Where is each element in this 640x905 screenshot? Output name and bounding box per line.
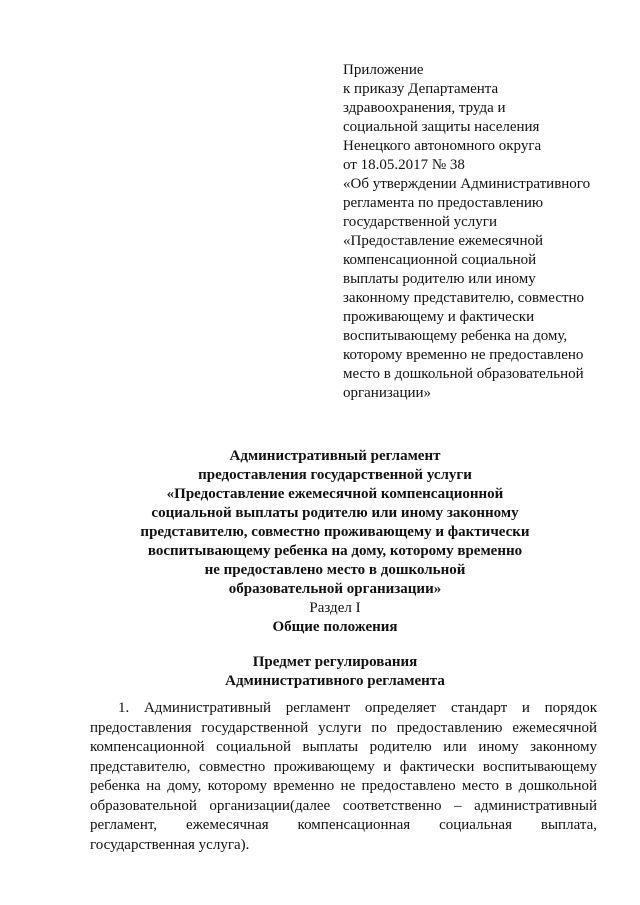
appendix-line: законному представителю, совместно [343,290,585,306]
title-line: представителю, совместно проживающему и фактически [140,524,530,540]
appendix-line: Приложение [343,62,424,78]
section-number: Раздел I [309,600,361,616]
appendix-line: компенсационной социальной [343,252,537,268]
appendix-line: воспитывающему ребенка на дому, [343,328,568,344]
paragraph-line: компенсационной социальной выплаты родителю или иному законному [90,739,597,755]
title-line: Административный регламент [229,448,441,464]
appendix-line: регламента по предоставлению [343,195,544,211]
paragraph-1 [90,699,597,855]
title-line: «Предоставление ежемесячной компенсационной [166,486,504,502]
paragraph-line: ребенка на дому, которому временно не предоставлено место в дошкольной [90,778,597,794]
appendix-line: государственной услуги [343,214,497,230]
title-line: воспитывающему ребенка на дому, которому временно [147,543,523,559]
subject-heading [80,653,590,691]
appendix-line: «Предоставление ежемесячной [343,233,544,249]
section-name: Общие положения [272,619,398,635]
appendix-line: социальной защиты населения [343,119,540,135]
title-line: социальной выплаты родителю или иному законному [151,505,519,521]
appendix-line: здравоохранения, труда и [343,100,506,116]
appendix-line: Ненецкого автономного округа [343,138,542,154]
title-line: не предоставлено место в дошкольной [204,562,466,578]
paragraph-line: регламент, ежемесячная компенсационная социальная выплата, [90,817,597,833]
title-line: предоставления государственной услуги [198,467,472,483]
appendix-line: от 18.05.2017 № 38 [343,157,465,173]
appendix-line: которому временно не предоставлено [343,347,584,363]
appendix-header [343,61,633,403]
title-line: образовательной организации» [228,581,442,597]
section-heading [80,599,590,637]
paragraph-line: предоставления государственной услуги по предоставлению ежемесячной [90,719,597,736]
appendix-line: «Об утверждении Административного [343,176,591,192]
appendix-line: место в дошкольной образовательной [343,366,584,382]
appendix-line: проживающему и фактически [343,309,535,325]
appendix-line: организации» [343,385,432,401]
appendix-line: выплаты родителю или иному [343,271,536,287]
subject-line: Административного регламента [225,673,445,689]
paragraph-line: 1. Административный регламент определяет стандарт и порядок [118,700,597,716]
appendix-line: к приказу Департамента [343,81,499,97]
document-title [80,447,590,599]
paragraph-line: образовательной организации(далее соответственно – административный [90,797,597,814]
paragraph-line: представителю, совместно проживающему и фактически воспитывающему [90,758,597,775]
paragraph-line: государственная услуга). [90,836,250,853]
subject-line: Предмет регулирования [252,654,418,670]
